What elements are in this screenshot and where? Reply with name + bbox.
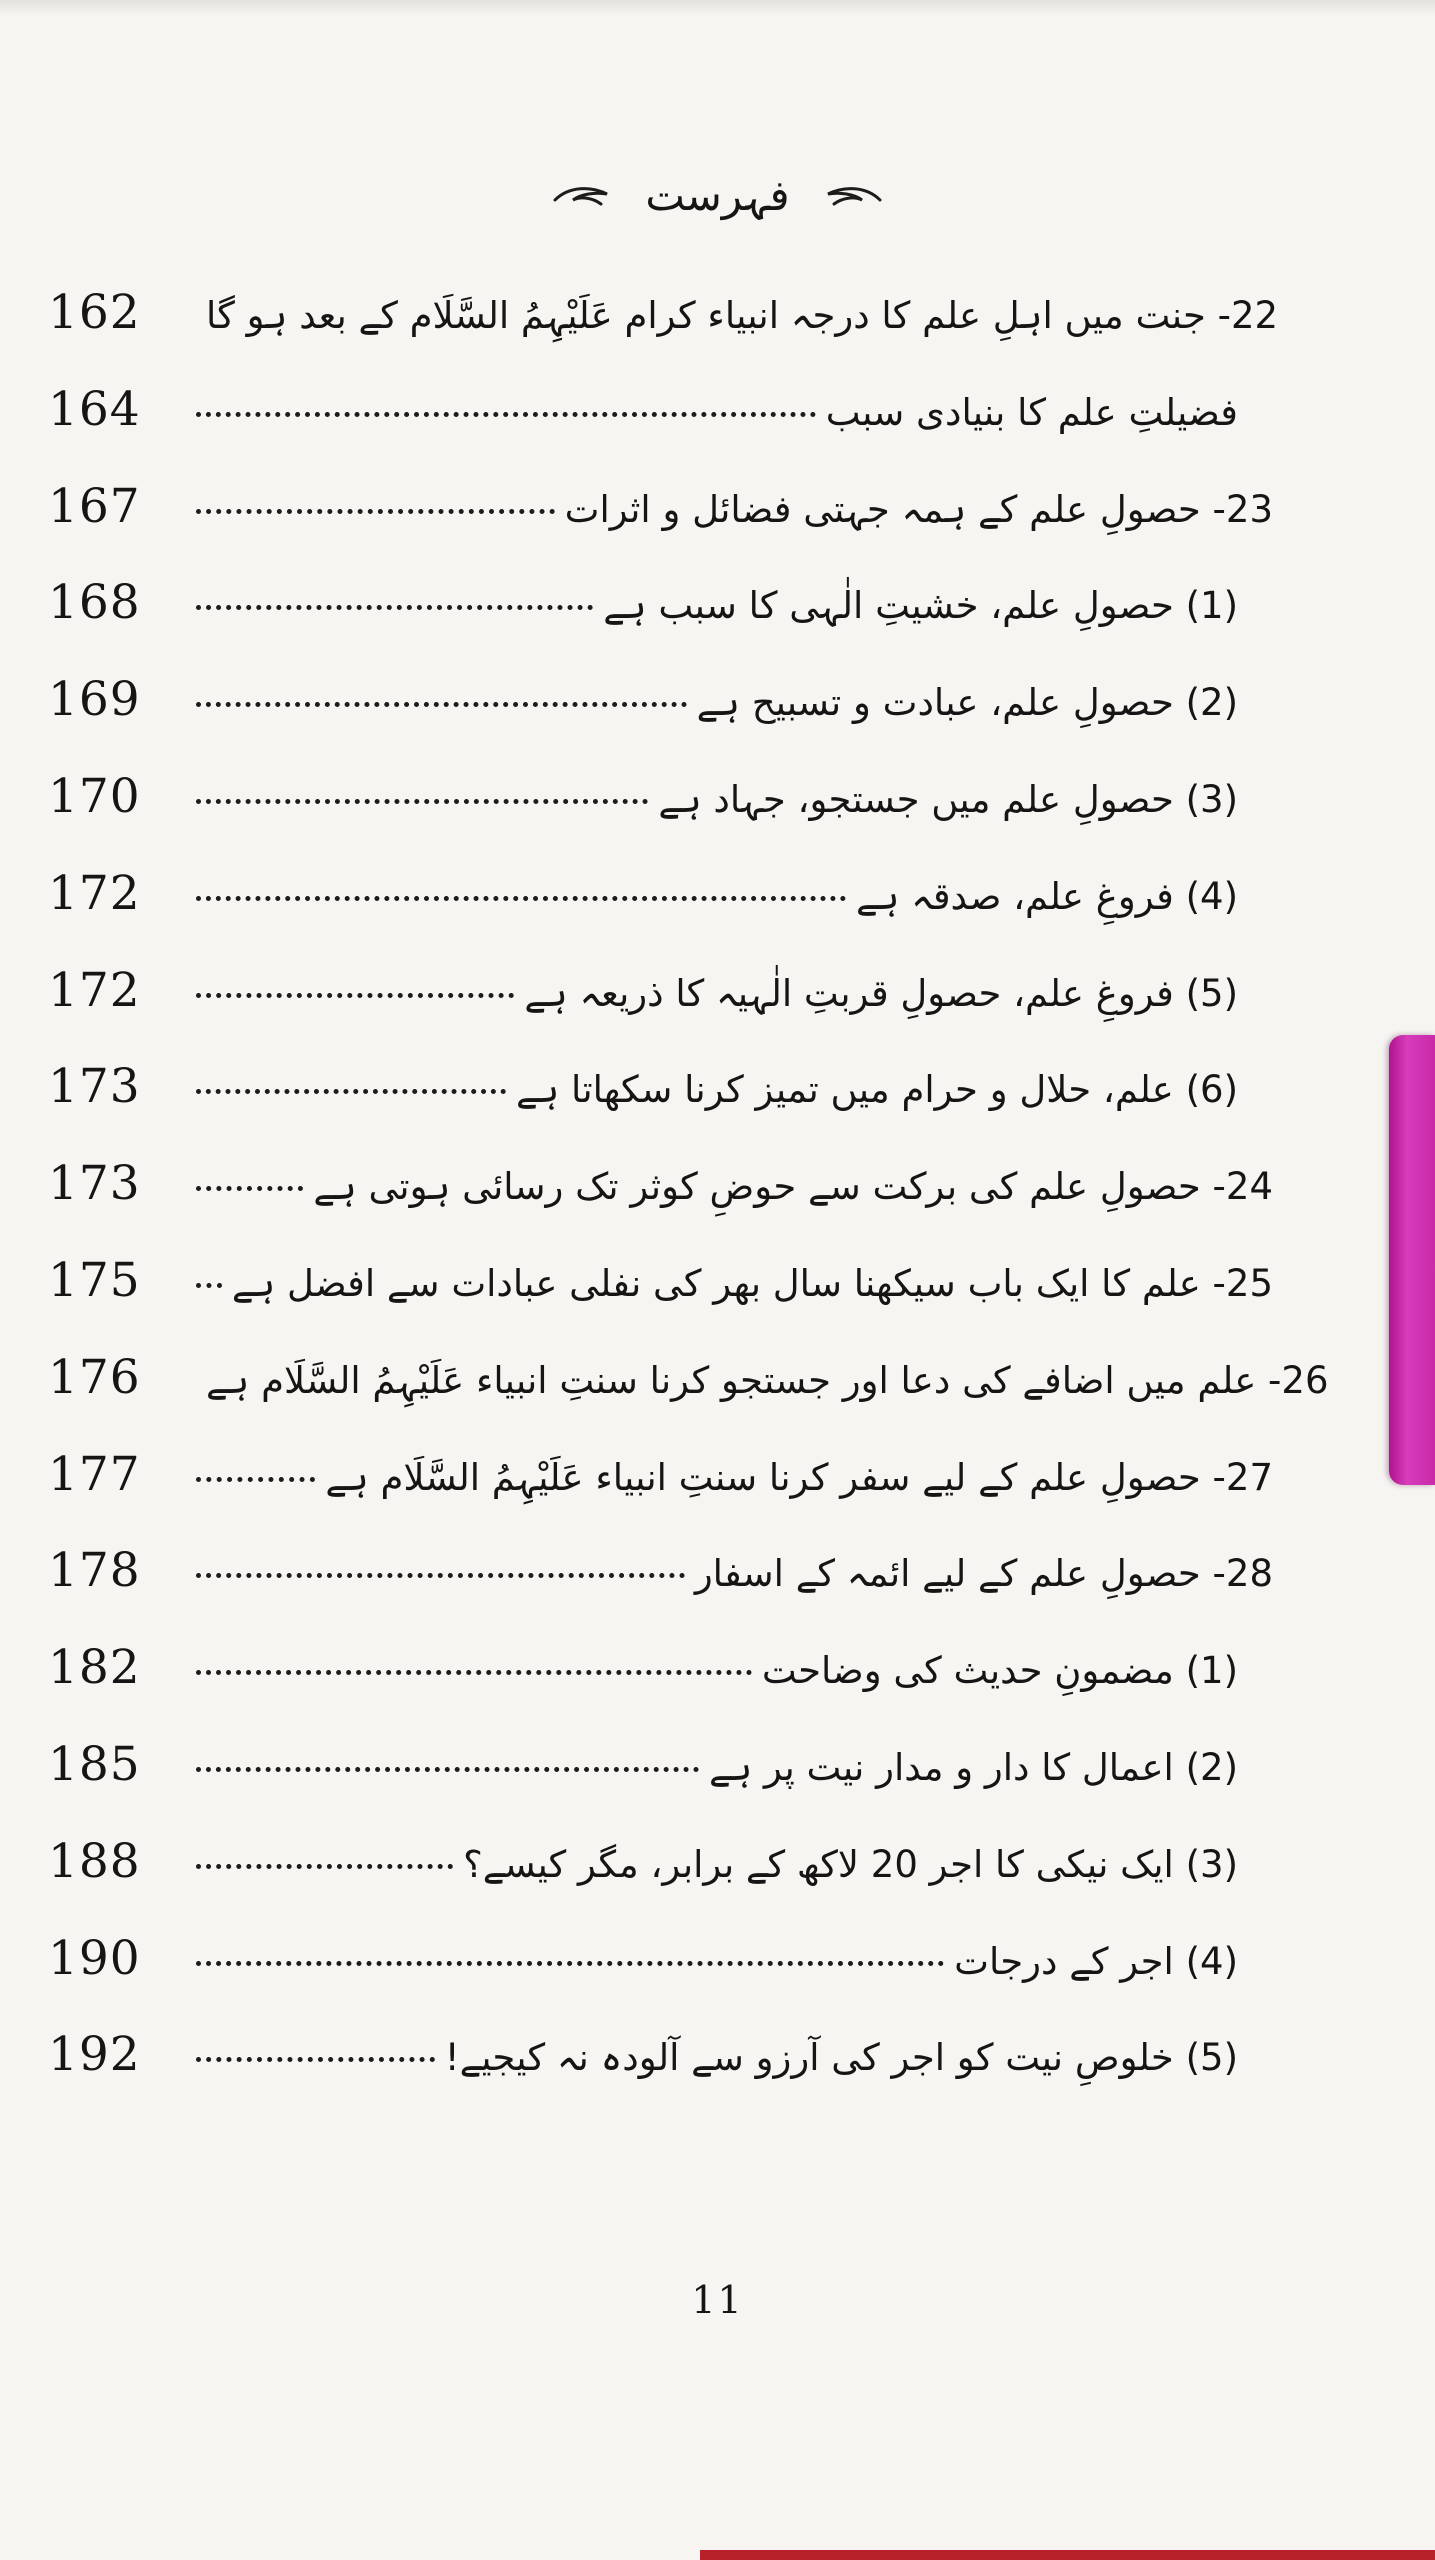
dot-leader [196,1767,699,1772]
toc-entry[interactable] [48,866,1273,963]
toc-entry[interactable] [48,1253,1273,1350]
toc-entry[interactable] [48,575,1273,672]
toc-page-number: 190 [48,1930,141,1986]
toc-entry-title: فضیلتِ علم کا بنیادی سبب [825,390,1238,434]
dot-leader [196,799,648,804]
toc-entry[interactable] [48,1447,1273,1544]
toc-entry-title: (3) ایک نیکی کا اجر 20 لاکھ کے برابر، مگر کیسے؟ [463,1842,1238,1886]
toc-entry-title: (4) اجر کے درجات [954,1939,1238,1983]
toc-page-number: 176 [48,1349,141,1405]
dot-leader [196,2057,435,2062]
left-flourish-icon [551,182,611,208]
right-flourish-icon [824,182,884,208]
toc-entry[interactable] [48,285,1279,382]
toc-entry[interactable] [48,382,1273,479]
bookmark-ribbon [1389,1035,1435,1485]
page-number-footer: 11 [691,2278,744,2322]
toc-entry[interactable] [48,1156,1273,1253]
toc-entry-title: (6) علم، حلال و حرام میں تمیز کرنا سکھاتا ہے [515,1068,1238,1112]
toc-entry-title: (2) حصولِ علم، عبادت و تسبیح ہے [696,681,1238,725]
toc-page-number: 192 [48,2027,141,2083]
dot-leader [196,1573,685,1578]
toc-page-number: 172 [48,962,141,1018]
toc-entry-title: (5) فروغِ علم، حصولِ قربتِ الٰہیہ کا ذریعہ ہے [524,971,1238,1015]
dot-leader [196,1089,506,1094]
toc-header [0,165,1435,225]
toc-page-number: 164 [48,381,141,437]
dot-leader [196,412,816,417]
toc-entry[interactable] [48,479,1273,576]
toc-entry-title: 25- علم کا ایک باب سیکھنا سال بھر کی نفلی عبادات سے افضل ہے [231,1261,1273,1305]
dot-leader [196,509,555,514]
toc-page-number: 162 [48,285,141,340]
toc-page-number: 182 [48,1640,141,1696]
toc-entry-title: (2) اعمال کا دار و مدار نیت پر ہے [708,1745,1238,1789]
toc-page-number: 173 [48,1059,141,1115]
dot-leader [196,896,846,901]
table-of-contents [48,285,1329,2124]
toc-entry-title: 24- حصولِ علم کی برکت سے حوضِ کوثر تک رسائی ہوتی ہے [313,1165,1273,1209]
dot-leader [196,993,514,998]
toc-page-number: 178 [48,1543,141,1599]
dot-leader [196,1670,752,1675]
dot-leader [196,1477,315,1482]
toc-entry[interactable] [48,769,1273,866]
toc-page-number: 172 [48,865,141,921]
toc-page-number: 170 [48,768,141,824]
toc-entry[interactable] [48,2027,1273,2124]
dot-leader [196,1283,222,1288]
toc-entry[interactable] [48,672,1273,769]
toc-entry-title: 28- حصولِ علم کے لیے ائمہ کے اسفار [694,1552,1273,1596]
toc-entry-title: (4) فروغِ علم، صدقہ ہے [856,874,1238,918]
toc-entry-title: (1) مضمونِ حدیث کی وضاحت [761,1649,1238,1693]
toc-entry[interactable] [48,1834,1273,1931]
toc-page-number: 188 [48,1833,141,1889]
toc-page-number: 185 [48,1736,141,1792]
toc-entry-title: 23- حصولِ علم کے ہمہ جہتی فضائل و اثرات [564,487,1273,531]
dot-leader [196,702,687,707]
toc-page-number: 175 [48,1252,141,1308]
dot-leader [196,605,593,610]
toc-entry[interactable] [48,963,1273,1060]
toc-entry[interactable] [48,1931,1273,2028]
toc-page-number: 173 [48,1156,141,1212]
toc-page-number: 167 [48,478,141,534]
toc-page-number: 169 [48,672,141,728]
toc-entry[interactable] [48,1059,1273,1156]
toc-page-number: 177 [48,1446,141,1502]
page-top-shadow [0,0,1435,16]
toc-entry-title: 22- جنت میں اہلِ علم کا درجہ انبیاء کرام عَلَیْہِمُ السَّلَام کے بعد ہو گا [206,294,1279,337]
toc-entry-title: (3) حصولِ علم میں جستجو، جہاد ہے [658,777,1238,821]
toc-entry[interactable] [48,1543,1273,1640]
dot-leader [196,1864,453,1869]
book-cover-edge [700,2550,1435,2560]
dot-leader [196,1186,303,1191]
toc-entry-title: (5) خلوصِ نیت کو اجر کی آرزو سے آلودہ نہ کیجیے! [444,2036,1238,2080]
page-title: فہرست [645,170,790,220]
toc-entry[interactable] [48,1349,1329,1447]
toc-entry[interactable] [48,1640,1273,1737]
toc-entry[interactable] [48,1737,1273,1834]
toc-page-number: 168 [48,575,141,631]
toc-entry-title: 26- علم میں اضافے کی دعا اور جستجو کرنا سنتِ انبیاء عَلَیْہِمُ السَّلَام ہے [206,1358,1329,1402]
toc-entry-title: 27- حصولِ علم کے لیے سفر کرنا سنتِ انبیاء عَلَیْہِمُ السَّلَام ہے [325,1455,1273,1499]
dot-leader [196,1961,944,1966]
toc-entry-title: (1) حصولِ علم، خشیتِ الٰہی کا سبب ہے [603,584,1238,628]
